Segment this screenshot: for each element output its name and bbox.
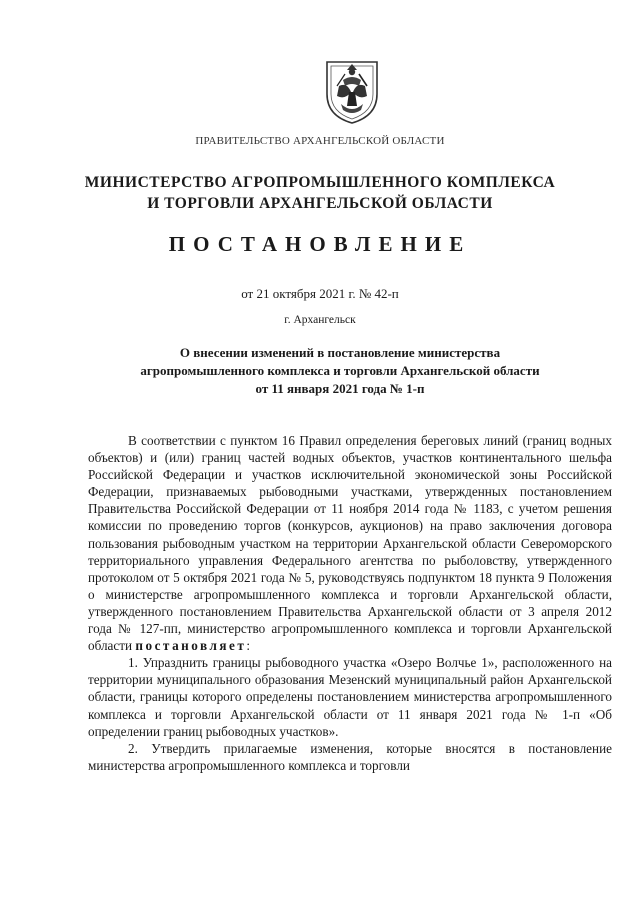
ministry-name-line2: И ТОРГОВЛИ АРХАНГЕЛЬСКОЙ ОБЛАСТИ xyxy=(147,195,493,212)
preamble-text: В соответствии с пунктом 16 Правил определения береговых линий (границ водных объектов) и (или) границ частей водных объектов, участков континентального шельфа Российской Федерации и участков исключительной экономической зоны Российской Федерации, признаваемых рыбоводными участками, утвержденных постановлением Правительства Российской Федерации от 11 ноября 2014 года № 1183, с учетом решения комиссии по проведению торгов (конкурсов, аукционов) на право заключения договора пользования рыбоводным участком на территории Архангельской области Североморского территориального управления Федерального агентства по рыболовству, утвержденного протоколом от 5 октября 2021 года № 5, руководствуясь подпунктом 18 пункта 9 Положения о министерстве агропромышленного комплекса и торговли Архангельской области, утвержденного постановлением Правительства Архангельской области от 3 апреля 2012 года № 127-пп, министерство агропромышленного комплекса и торговли Архангельской области xyxy=(88,433,612,654)
coat-of-arms-emblem xyxy=(323,56,381,126)
paragraph-item-2: 2. Утвердить прилагаемые изменения, которые вносятся в постановление министерства агропромышленного комплекса и торговли xyxy=(88,740,612,773)
resolution-keyword: постановляет xyxy=(135,638,247,654)
preamble-tail: : xyxy=(246,638,251,654)
government-name: ПРАВИТЕЛЬСТВО АРХАНГЕЛЬСКОЙ ОБЛАСТИ xyxy=(195,135,445,147)
document-type: ПОСТАНОВЛЕНИЕ xyxy=(168,232,472,256)
document-city: г. Архангельск xyxy=(284,314,356,326)
document-body xyxy=(88,432,612,774)
document-subject xyxy=(120,344,560,398)
ministry-name-line1: МИНИСТЕРСТВО АГРОПРОМЫШЛЕННОГО КОМПЛЕКСА xyxy=(84,174,556,191)
paragraph-item-1: 1. Упразднить границы рыбоводного участка «Озеро Волчье 1», расположенного на территории муниципального образования Мезенский муниципальный район Архангельской области, границы которого определены постановлением министерства агропромышленного комплекса и торговли Архангельской области от 11 января 2021 года № 1-п «Об определении границ рыбоводных участков». xyxy=(88,655,612,739)
paragraph-preamble xyxy=(88,432,612,654)
document-date-number: от 21 октября 2021 г. № 42-п xyxy=(241,286,399,301)
ministry-name xyxy=(0,172,640,214)
subject-line2: агропромышленного комплекса и торговли Архангельской области xyxy=(140,363,540,378)
subject-line3: от 11 января 2021 года № 1-п xyxy=(255,381,425,396)
subject-line1: О внесении изменений в постановление министерства xyxy=(179,345,501,360)
